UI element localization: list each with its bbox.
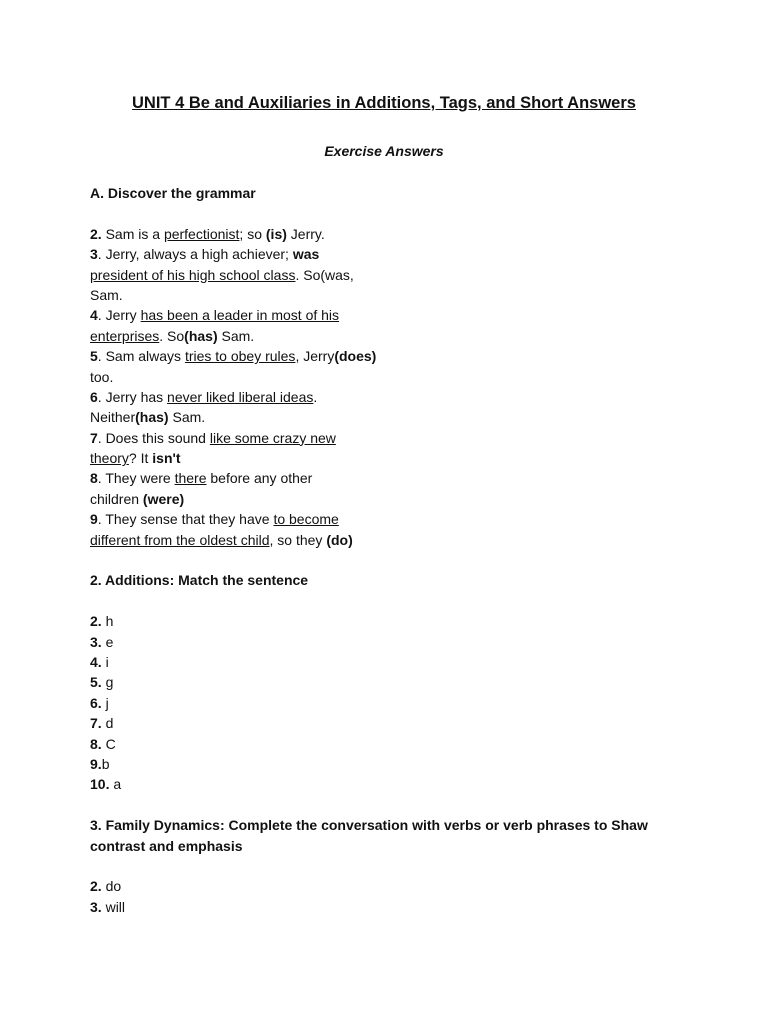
section-3-heading-cont: contrast and emphasis <box>90 837 243 854</box>
list-item: 3. e <box>90 633 114 650</box>
answer-a-2: 2. Sam is a perfectionist; so (is) Jerry. <box>90 225 325 242</box>
answers-content: A. Discover the grammar 2. Sam is a perfectionist; so (is) Jerry. 3. Jerry, always a high achiever; was president of his high school class. So(was, Sam. 4. Jerry has been a leader in most of his enterprises. So(has) Sam. 5. Sam always tries to obey rules, Jerry(does) too. 6. Jerry has never liked liberal ideas. Neither(has) Sam. 7. Does this sound like some crazy new theory? It isn't 8. They were there before any other children (were) 9. They sense that they have to become different from the oldest child, so they (do) 2. Additions: Match the sentence 2. h 3. e 4. i 5. g 6. j 7. d 8. C 9.b 10. a 3. Family Dynamics: Complete the conversation with verbs or verb phrases to Shaw contrast and emphasis 2. do 3. will <box>90 183 690 917</box>
list-item: 2. h <box>90 613 114 630</box>
answer-a-8: 8. They were there before any other <box>90 470 313 487</box>
section-2-heading: 2. Additions: Match the sentence <box>90 572 309 589</box>
answer-a-6: 6. Jerry has never liked liberal ideas. <box>90 388 318 405</box>
section-3-heading: 3. Family Dynamics: Complete the conversation with verbs or verb phrases to Shaw <box>90 817 648 834</box>
list-item: 9.b <box>90 755 110 772</box>
list-item: 2. do <box>90 878 122 895</box>
page-title: UNIT 4 Be and Auxiliaries in Additions, Tags, and Short Answers <box>132 94 636 112</box>
list-item: 8. C <box>90 735 116 752</box>
answer-a-4: 4. Jerry has been a leader in most of his <box>90 307 340 324</box>
list-item: 10. a <box>90 776 122 793</box>
answer-a-5: 5. Sam always tries to obey rules, Jerry(does) <box>90 348 377 365</box>
answer-a-9: 9. They sense that they have to become <box>90 511 339 528</box>
list-item: 6. j <box>90 694 109 711</box>
list-item: 7. d <box>90 715 114 732</box>
list-item: 5. g <box>90 674 114 691</box>
answer-a-7: 7. Does this sound like some crazy new <box>90 429 336 446</box>
list-item: 4. i <box>90 653 109 670</box>
page-subtitle: Exercise Answers <box>324 143 444 159</box>
section-a-heading: A. Discover the grammar <box>90 185 256 201</box>
answer-a-3: 3. Jerry, always a high achiever; was <box>90 246 320 263</box>
list-item: 3. will <box>90 898 126 915</box>
